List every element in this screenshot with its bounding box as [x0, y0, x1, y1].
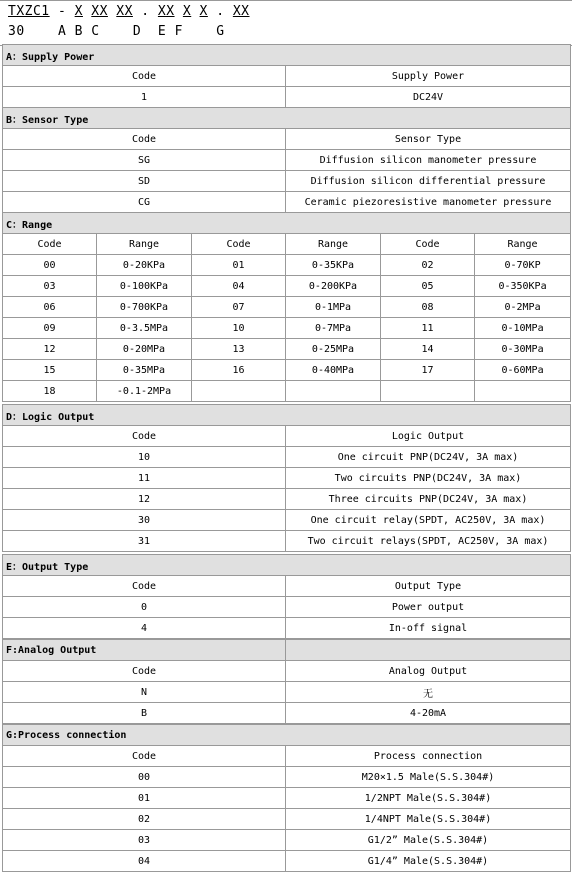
section-title: B：Sensor Type [3, 108, 571, 129]
table-row [3, 192, 571, 213]
code-cell: 12 [3, 489, 286, 510]
table-row [3, 171, 571, 192]
table-row [3, 809, 571, 830]
value-cell: 0-20MPa [97, 339, 192, 360]
separator: . [216, 4, 225, 19]
table-row [3, 510, 571, 531]
section-title: C：Range [3, 213, 571, 234]
letter-g: G [216, 24, 225, 39]
column-header: Sensor Type [286, 129, 571, 150]
table-row [3, 360, 571, 381]
value-cell: 0-40MPa [286, 360, 381, 381]
code-cell: 08 [381, 297, 475, 318]
value-cell: 0-350KPa [475, 276, 571, 297]
value-cell: 0-3.5MPa [97, 318, 192, 339]
slot-f: X [199, 4, 208, 19]
slot-a: X [74, 4, 83, 19]
letter-d: D [132, 24, 142, 39]
value-cell: 0-7MPa [286, 318, 381, 339]
value-cell: 1/2NPT Male(S.S.304#) [286, 788, 571, 809]
letter-a: A [57, 24, 67, 39]
code-cell: 10 [3, 447, 286, 468]
code-cell: 06 [3, 297, 97, 318]
table-row [3, 297, 571, 318]
code-cell: 00 [3, 255, 97, 276]
table-row [3, 318, 571, 339]
value-cell: 1/4NPT Male(S.S.304#) [286, 809, 571, 830]
section-title-blank [286, 640, 571, 661]
letter-b: B [74, 24, 83, 39]
table-row [3, 618, 571, 639]
code-cell: 17 [381, 360, 475, 381]
table-row [3, 276, 571, 297]
model-prefix: TXZC1 [8, 4, 50, 19]
code-cell: SD [3, 171, 286, 192]
value-cell: M20×1.5 Male(S.S.304#) [286, 767, 571, 788]
code-cell: 14 [381, 339, 475, 360]
letter-e: E [157, 24, 167, 39]
code-cell: 15 [3, 360, 97, 381]
code-cell: 04 [3, 851, 286, 872]
output-type-table [2, 554, 571, 639]
table-row [3, 597, 571, 618]
value-cell: Diffusion silicon differential pressure [286, 171, 571, 192]
value-cell: Two circuit relays(SPDT, AC250V, 3A max) [286, 531, 571, 552]
model-code-header [0, 0, 572, 46]
section-title: A：Supply Power [3, 45, 571, 66]
value-cell [286, 381, 381, 402]
code-cell: N [3, 682, 286, 703]
value-cell: 0-2MPa [475, 297, 571, 318]
analog-output-table [2, 639, 571, 724]
value-cell: 0-700KPa [97, 297, 192, 318]
letter-c: C [91, 24, 100, 39]
code-cell: 05 [381, 276, 475, 297]
code-cell: 11 [3, 468, 286, 489]
model-letter-line [8, 24, 225, 39]
slot-c: XX [116, 4, 133, 19]
range-table [2, 212, 571, 402]
code-cell: 07 [192, 297, 286, 318]
code-cell: 30 [3, 510, 286, 531]
table-row [3, 489, 571, 510]
code-cell: 11 [381, 318, 475, 339]
value-cell: 0-10MPa [475, 318, 571, 339]
column-header: Output Type [286, 576, 571, 597]
section-title: D：Logic Output [3, 405, 571, 426]
separator: . [141, 4, 150, 19]
value-cell: In-off signal [286, 618, 571, 639]
value-cell: 0-20KPa [97, 255, 192, 276]
value-cell: 0-60MPa [475, 360, 571, 381]
code-cell: 10 [192, 318, 286, 339]
column-header: Code [381, 234, 475, 255]
column-header: Range [475, 234, 571, 255]
code-cell: 31 [3, 531, 286, 552]
value-cell: 4-20mA [286, 703, 571, 724]
column-header: Code [3, 234, 97, 255]
code-cell: 03 [3, 276, 97, 297]
table-row [3, 767, 571, 788]
value-cell: 0-35MPa [97, 360, 192, 381]
table-row [3, 682, 571, 703]
value-cell: -0.1-2MPa [97, 381, 192, 402]
value-cell: One circuit relay(SPDT, AC250V, 3A max) [286, 510, 571, 531]
column-header: Code [3, 129, 286, 150]
value-cell: Power output [286, 597, 571, 618]
code-cell: 04 [192, 276, 286, 297]
slot-d: XX [157, 4, 175, 19]
table-row [3, 468, 571, 489]
value-cell: One circuit PNP(DC24V, 3A max) [286, 447, 571, 468]
code-cell: CG [3, 192, 286, 213]
value-cell: Three circuits PNP(DC24V, 3A max) [286, 489, 571, 510]
value-cell: 0-100KPa [97, 276, 192, 297]
column-header: Logic Output [286, 426, 571, 447]
column-header: Code [3, 746, 286, 767]
section-title: E：Output Type [3, 555, 571, 576]
code-cell: 16 [192, 360, 286, 381]
code-cell: 01 [192, 255, 286, 276]
column-header: Range [97, 234, 192, 255]
value-cell: 0-30MPa [475, 339, 571, 360]
value-cell: Diffusion silicon manometer pressure [286, 150, 571, 171]
sensor-type-table [2, 107, 571, 213]
table-row [3, 703, 571, 724]
section-title: F:Analog Output [3, 640, 286, 661]
code-cell: 12 [3, 339, 97, 360]
code-cell: 13 [192, 339, 286, 360]
value-cell: DC24V [286, 87, 571, 108]
value-cell: 0-1MPa [286, 297, 381, 318]
code-cell [192, 381, 286, 402]
code-cell: 03 [3, 830, 286, 851]
value-cell: 0-35KPa [286, 255, 381, 276]
code-cell: 00 [3, 767, 286, 788]
table-row [3, 830, 571, 851]
value-cell: 0-25MPa [286, 339, 381, 360]
table-row [3, 447, 571, 468]
value-cell: 无 [286, 682, 571, 703]
column-header: Supply Power [286, 66, 571, 87]
process-connection-table [2, 724, 571, 872]
value-cell: G1/2” Male(S.S.304#) [286, 830, 571, 851]
supply-power-table [2, 44, 571, 108]
value-cell: 0-200KPa [286, 276, 381, 297]
code-cell: 18 [3, 381, 97, 402]
slot-e: X [182, 4, 192, 19]
code-cell: 02 [3, 809, 286, 830]
model-code-line [8, 4, 250, 19]
code-cell [381, 381, 475, 402]
section-title: G:Process connection [3, 725, 571, 746]
code-cell: 01 [3, 788, 286, 809]
logic-output-table [2, 404, 571, 552]
table-row [3, 339, 571, 360]
code-cell: 02 [381, 255, 475, 276]
column-header: Code [3, 426, 286, 447]
column-header: Range [286, 234, 381, 255]
column-header: Code [3, 661, 286, 682]
column-header: Code [192, 234, 286, 255]
column-header: Analog Output [286, 661, 571, 682]
table-row [3, 788, 571, 809]
code-cell: 0 [3, 597, 286, 618]
code-cell: 1 [3, 87, 286, 108]
table-row [3, 531, 571, 552]
table-row [3, 851, 571, 872]
value-cell [475, 381, 571, 402]
column-header: Code [3, 576, 286, 597]
value-cell: G1/4” Male(S.S.304#) [286, 851, 571, 872]
code-cell: B [3, 703, 286, 724]
value-cell: 0-70KP [475, 255, 571, 276]
table-row [3, 150, 571, 171]
slot-b: XX [91, 4, 108, 19]
table-row [3, 381, 571, 402]
separator: - [57, 4, 67, 19]
letter-f: F [174, 24, 183, 39]
code-cell: SG [3, 150, 286, 171]
slot-g: XX [232, 4, 250, 19]
code-cell: 4 [3, 618, 286, 639]
model-series: 30 [8, 24, 25, 39]
code-cell: 09 [3, 318, 97, 339]
value-cell: Two circuits PNP(DC24V, 3A max) [286, 468, 571, 489]
column-header: Process connection [286, 746, 571, 767]
column-header: Code [3, 66, 286, 87]
table-row [3, 255, 571, 276]
value-cell: Ceramic piezoresistive manometer pressure [286, 192, 571, 213]
table-row [3, 87, 571, 108]
